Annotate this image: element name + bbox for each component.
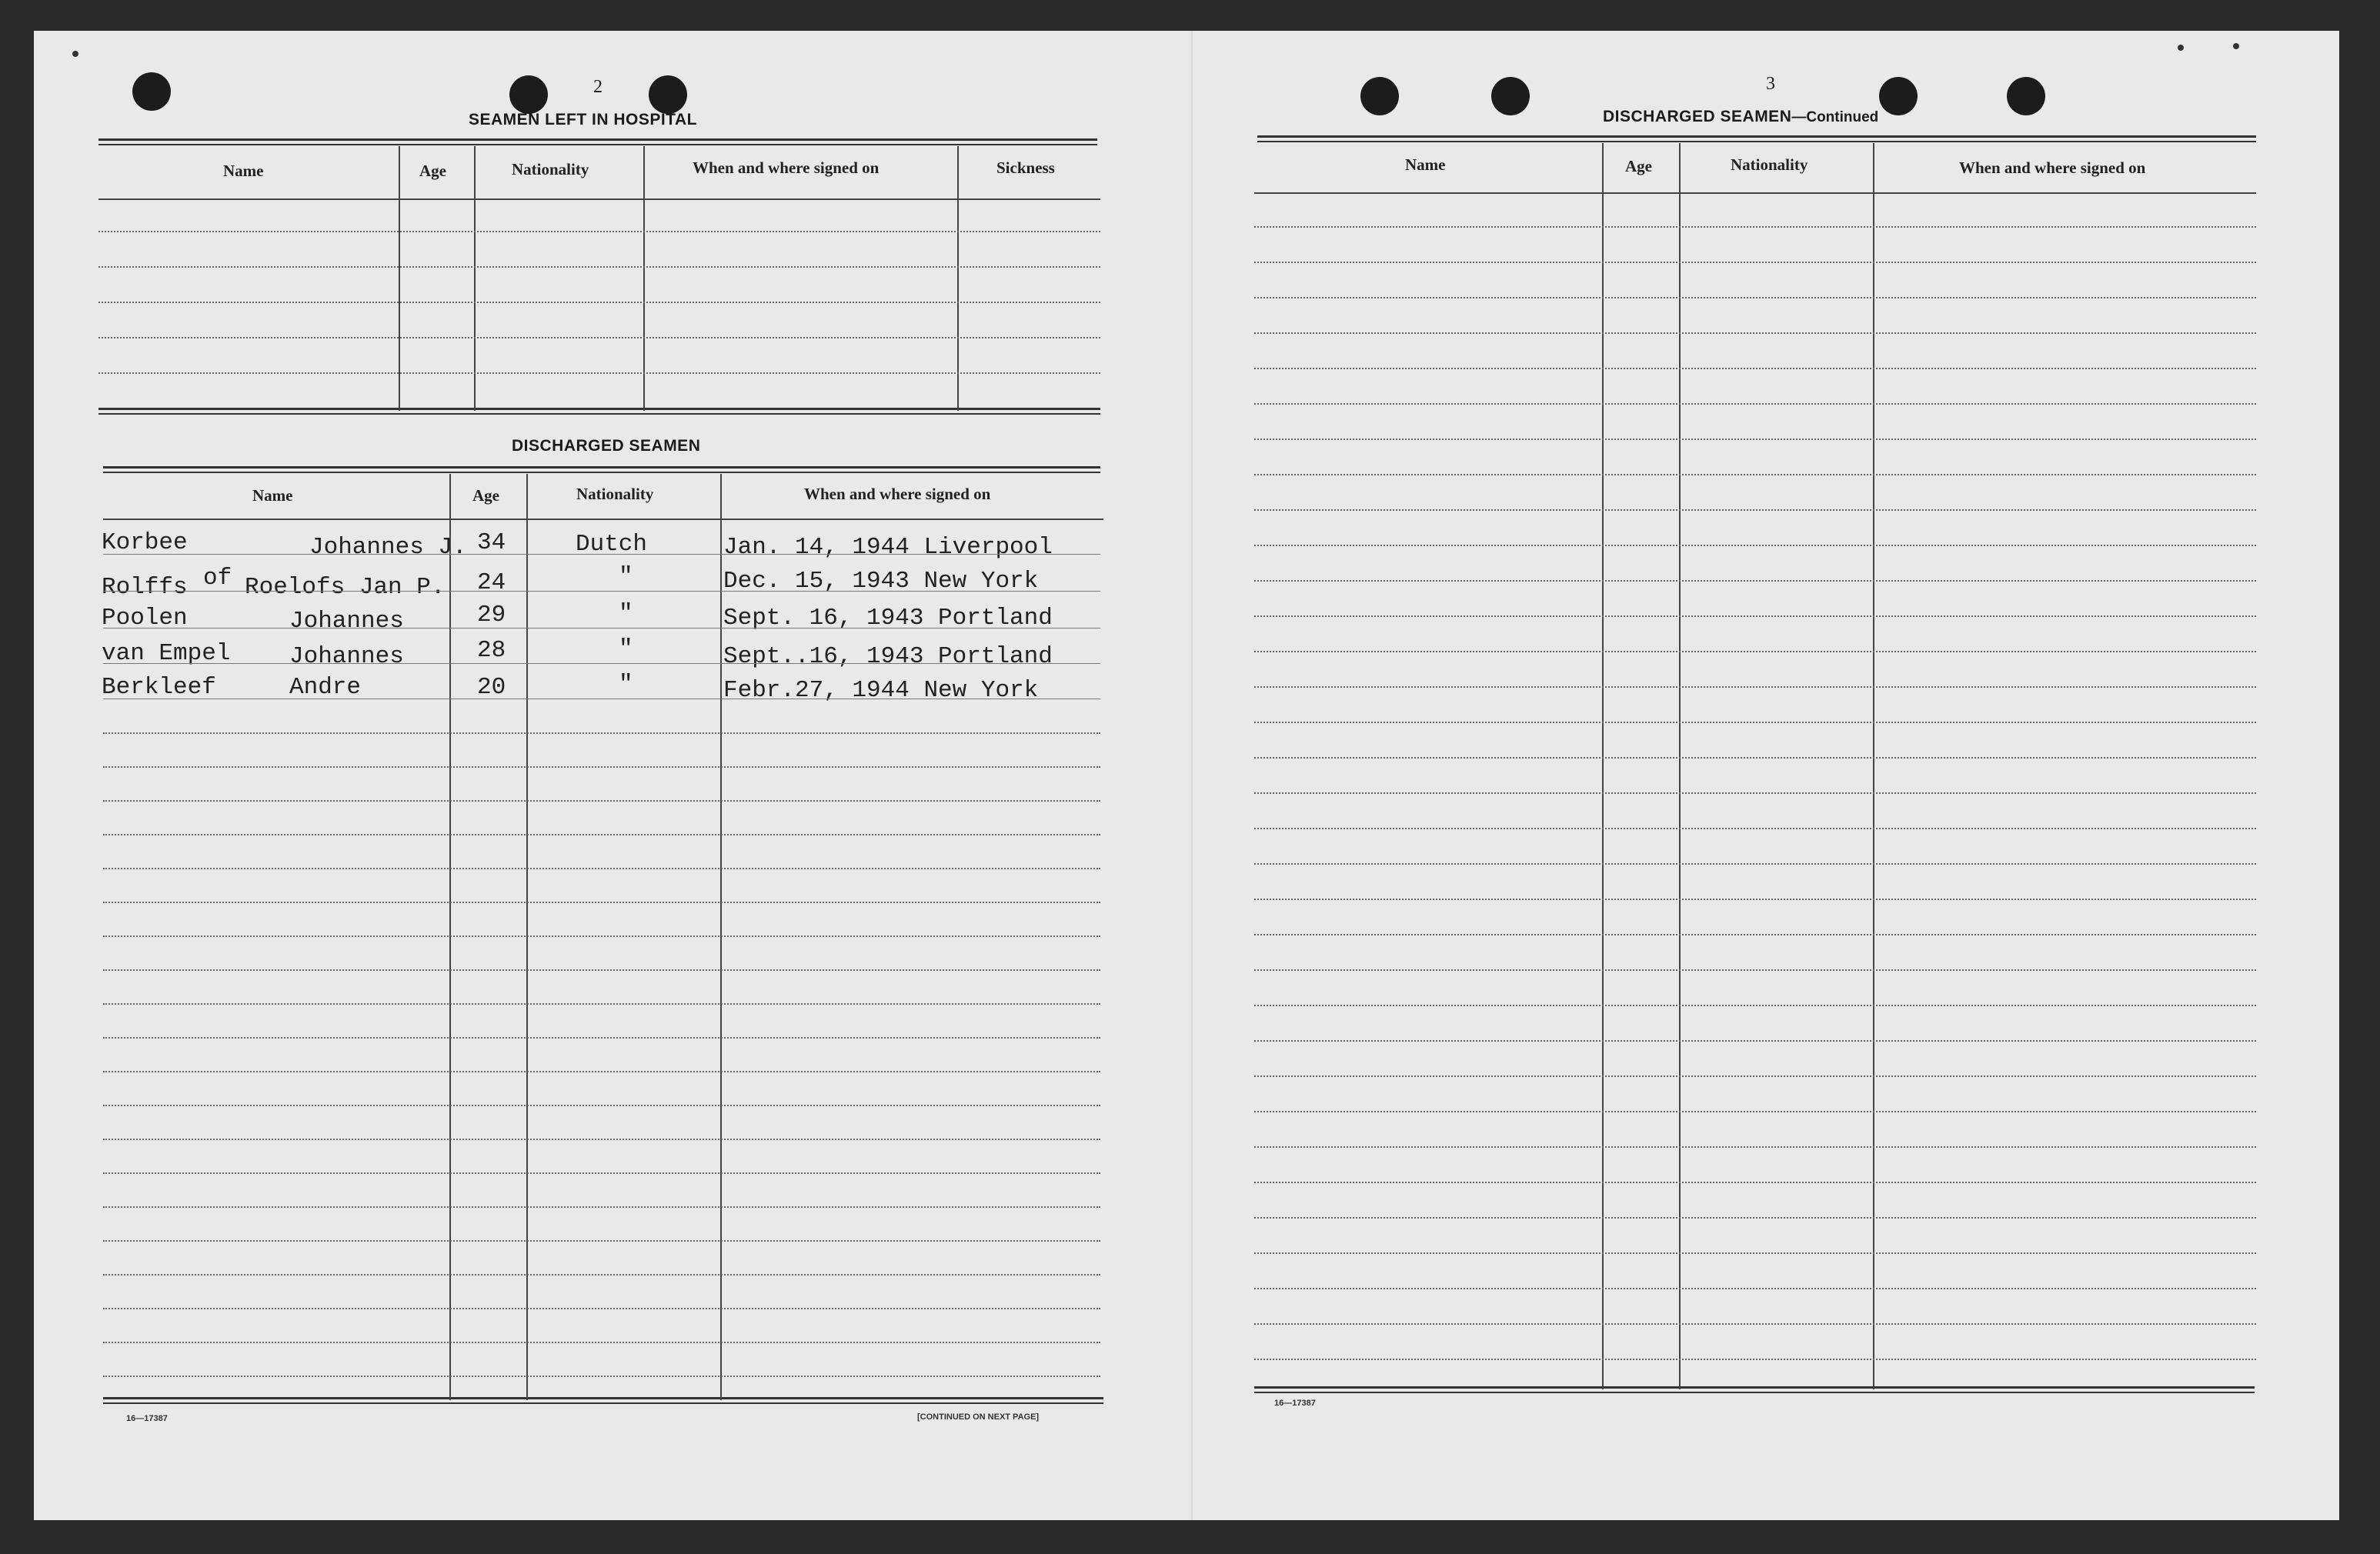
entry-signed-on: Sept..16, 1943 Portland [723,643,1053,670]
ruled-line [103,935,1100,937]
hospital-header-rule [98,198,1100,200]
ruled-line [103,1308,1100,1309]
entry-age: 34 [477,529,506,556]
ruled-line [1254,1288,2256,1289]
scan-speck [2233,43,2239,49]
ruled-line [103,1172,1100,1174]
ruled-line [98,302,1100,303]
discharged-col-age: Age [472,486,499,505]
entry-nationality: " [619,563,633,590]
ruled-line [103,766,1100,768]
ruled-line [1254,1323,2256,1325]
ruled-line [1254,1182,2256,1183]
entry-given-name: Johannes [289,643,404,670]
ruled-line [1254,262,2256,263]
binder-hole [649,75,687,114]
entry-underline [103,628,1100,629]
entry-signed-on: Dec. 15, 1943 New York [723,568,1039,595]
ruled-line [1254,226,2256,228]
entry-nationality: " [619,635,633,662]
right-col-name: Name [1405,155,1446,174]
entry-underline [103,554,1100,555]
ruled-line [103,1037,1100,1039]
ruled-line [103,1071,1100,1072]
ruled-line [98,372,1100,374]
discharged-table-top-rule [103,466,1100,473]
entry-signed-on: Sept. 16, 1943 Portland [723,605,1053,632]
ruled-line [103,1003,1100,1005]
entry-surname: Poolen [102,605,188,632]
hospital-col-age: Age [419,162,446,180]
entry-surname: Korbee [102,529,188,556]
entry-age: 24 [477,569,506,596]
discharged-col-divider [449,474,451,1400]
ruled-line [103,1240,1100,1242]
hospital-table-bottom-rule [98,408,1100,415]
right-col-divider [1602,143,1604,1389]
ruled-line [1254,651,2256,652]
ruled-line [1254,1217,2256,1219]
discharged-table-bottom-rule [103,1397,1103,1404]
right-table-top-rule [1257,135,2256,142]
ruled-line [1254,403,2256,405]
entry-given-name: Johannes [289,608,404,635]
discharged-section-title: DISCHARGED SEAMEN [512,437,701,455]
form-number: 16—17387 [1274,1399,1316,1408]
right-col-nationality: Nationality [1731,155,1808,174]
continued-note: [CONTINUED ON NEXT PAGE] [917,1412,1040,1422]
ruled-line [1254,474,2256,475]
ruled-line [1254,1252,2256,1254]
ruled-line [1254,1075,2256,1077]
ruled-line [103,732,1100,734]
ruled-line [103,1342,1100,1343]
ruled-line [103,1206,1100,1208]
entry-surname: van Empel [102,640,231,667]
right-col-signed-on: When and where signed on [1959,158,2146,177]
ruled-line [1254,1146,2256,1148]
ruled-line [103,1274,1100,1276]
entry-age: 29 [477,602,506,629]
page-number: 2 [593,77,603,97]
hospital-col-divider [957,146,959,411]
page-number: 3 [1766,74,1775,94]
entry-underline [103,591,1100,592]
ruled-line [1254,297,2256,298]
right-header-rule [1254,192,2256,194]
hospital-col-nationality: Nationality [512,160,589,178]
binder-hole [509,75,548,114]
ruled-line [1254,1005,2256,1006]
hospital-col-divider [643,146,645,411]
ruled-line [103,1105,1100,1106]
discharged-header-rule [103,519,1103,520]
hospital-section-title: SEAMEN LEFT IN HOSPITAL [469,111,697,128]
binder-hole [1879,77,1918,115]
ruled-line [98,337,1100,338]
ruled-line [103,902,1100,903]
entry-given-name: Roelofs Jan P. [245,574,446,601]
ruled-line [103,969,1100,971]
document-paper [34,31,2339,1520]
ruled-line [1254,1359,2256,1360]
discharged-col-signed-on: When and where signed on [804,485,991,503]
entry-nationality: " [619,671,633,698]
hospital-col-divider [399,146,400,411]
title-main: DISCHARGED SEAMEN [1603,108,1792,125]
ruled-line [103,1376,1100,1377]
title-suffix: —Continued [1791,109,1879,125]
entry-age: 28 [477,637,506,664]
discharged-col-name: Name [252,486,293,505]
entry-surname: Berkleef [102,674,216,701]
ruled-line [103,834,1100,835]
ruled-line [1254,722,2256,723]
ruled-line [1254,863,2256,865]
discharged-continued-title [1603,108,1878,126]
entry-of-annotation: of [203,565,232,592]
hospital-col-divider [474,146,476,411]
hospital-table-top-rule [98,138,1097,145]
ruled-line [1254,757,2256,759]
discharged-col-divider [526,474,528,1400]
entry-nationality: Dutch [576,531,648,558]
entry-signed-on: Febr.27, 1944 New York [723,677,1039,704]
entry-underline [103,663,1100,664]
entry-nationality: " [619,600,633,627]
ruled-line [103,800,1100,802]
right-col-divider [1679,143,1681,1389]
binder-hole [1360,77,1399,115]
binder-hole [1491,77,1530,115]
ruled-line [1254,580,2256,582]
entry-given-name: Andre [289,674,362,701]
ruled-line [1254,1040,2256,1042]
right-col-divider [1873,143,1874,1389]
ruled-line [103,868,1100,869]
entry-signed-on: Jan. 14, 1944 Liverpool [723,534,1053,561]
discharged-col-divider [720,474,722,1400]
binder-hole [2007,77,2045,115]
form-number: 16—17387 [126,1414,168,1423]
ruled-line [1254,368,2256,369]
binder-hole [132,72,171,111]
hospital-col-name: Name [223,162,264,180]
ruled-line [1254,509,2256,511]
entry-age: 20 [477,674,506,701]
ruled-line [1254,439,2256,440]
ruled-line [1254,686,2256,688]
ruled-line [103,1139,1100,1140]
ruled-line [1254,828,2256,829]
ruled-line [1254,969,2256,971]
right-table-bottom-rule [1254,1386,2255,1393]
entry-surname: Rolffs [102,574,188,601]
ruled-line [98,231,1100,232]
hospital-col-signed-on: When and where signed on [693,158,880,177]
ruled-line [1254,1111,2256,1112]
ruled-line [1254,899,2256,900]
ruled-line [1254,934,2256,935]
ruled-line [1254,332,2256,334]
page-gutter [1191,31,1193,1520]
ruled-line [98,266,1100,268]
hospital-col-sickness: Sickness [996,158,1055,177]
right-col-age: Age [1625,157,1652,175]
ruled-line [1254,545,2256,546]
entry-given-name: Johannes J. [309,534,467,561]
discharged-col-nationality: Nationality [576,485,654,503]
scan-speck [72,51,78,57]
ruled-line [1254,792,2256,794]
scan-speck [2178,45,2184,51]
ruled-line [1254,615,2256,617]
